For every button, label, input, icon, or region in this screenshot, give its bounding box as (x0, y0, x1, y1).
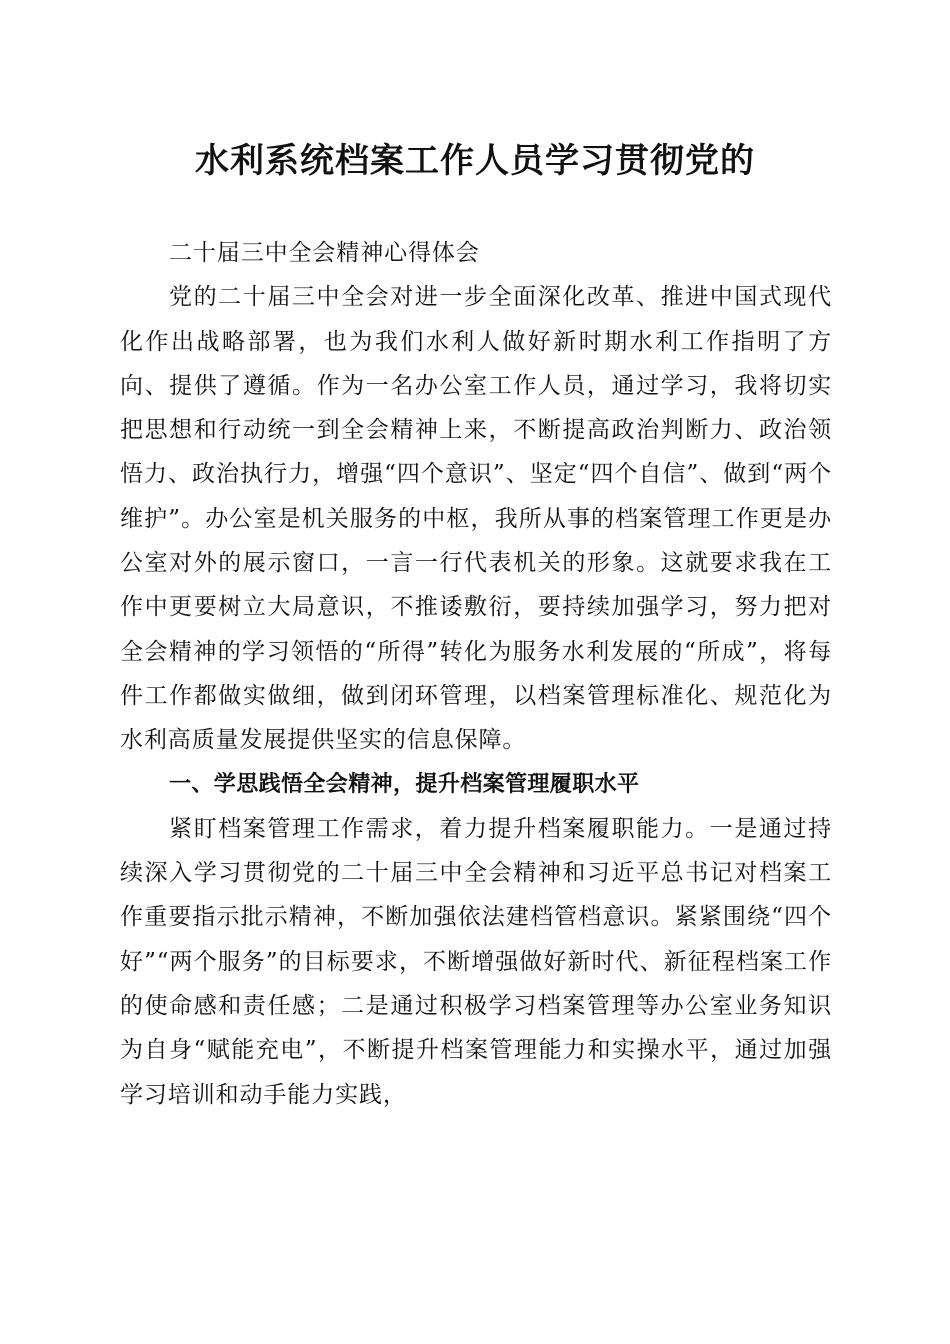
section-heading: 一、学思践悟全会精神，提升档案管理履职水平 (169, 771, 640, 797)
intro-paragraph: 党的二十届三中全会对进一步全面深化改革、推进中国式现代化作出战略部署，也为我们水利人做好新时期水利工作指明了方向、提供了遵循。作为一名办公室工作人员，通过学习，我将切实把思想和行动统一到全会精神上来，不断提高政治判断力、政治领悟力、政治执行力，增强“四个意识”、坚定“四个自信”、做到“两个维护”。办公室是机关服务的中枢，我所从事的档案管理工作更是办公室对外的展示窗口，一言一行代表机关的形象。这就要求我在工作中更要树立大局意识，不推诿敷衍，要持续加强学习，努力把对全会精神的学习领悟的“所得”转化为服务水利发展的“所成”，将每件工作都做实做细，做到闭环管理，以档案管理标准化、规范化为水利高质量发展提供坚实的信息保障。 (120, 284, 832, 754)
document-subtitle: 二十届三中全会精神心得体会 (169, 240, 480, 266)
document-title: 水利系统档案工作人员学习贯彻党的 (195, 141, 755, 181)
document-body (120, 231, 832, 1117)
section-paragraph: 紧盯档案管理工作需求，着力提升档案履职能力。一是通过持续深入学习贯彻党的二十届三中全会精神和习近平总书记对档案工作重要指示批示精神，不断加强依法建档管档意识。紧紧围绕“四个好”“两个服务”的目标要求，不断增强做好新时代、新征程档案工作的使命感和责任感；二是通过积极学习档案管理等办公室业务知识为自身“赋能充电”，不断提升档案管理能力和实操水平，通过加强学习培训和动手能力实践， (120, 815, 832, 1108)
